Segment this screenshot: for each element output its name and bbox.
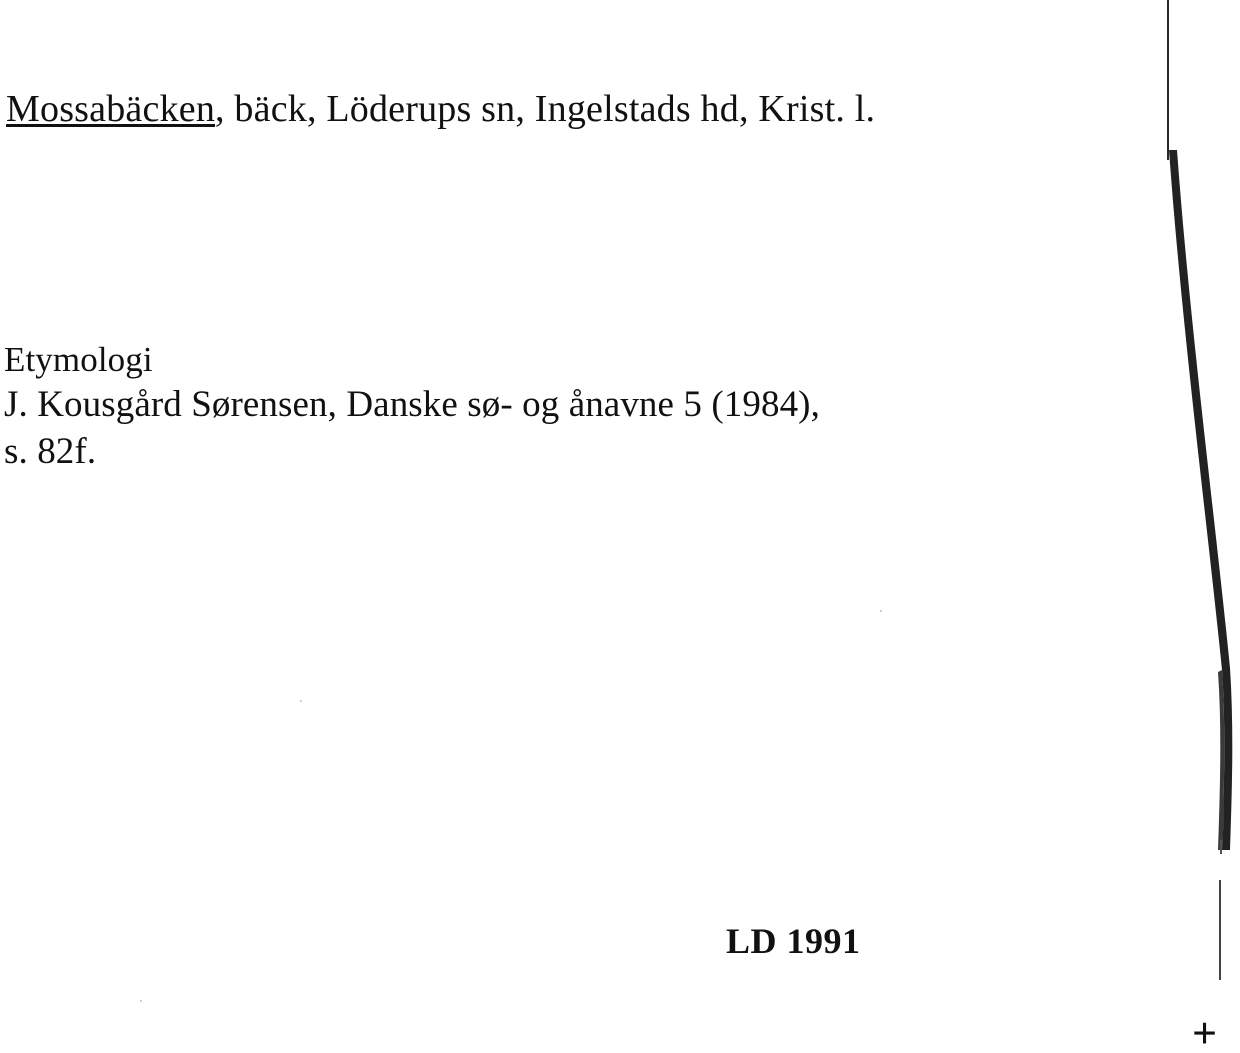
- headword-qualifiers: , bäck, Löderups sn, Ingelstads hd, Krist. l.: [215, 88, 876, 130]
- page-edge-tick-icon: [1219, 880, 1221, 980]
- archive-stamp: LD 1991: [726, 921, 861, 961]
- page-edge-curve-icon: [1160, 150, 1240, 850]
- etymology-section: [4, 338, 820, 476]
- headword-entry: [6, 88, 875, 132]
- etymology-reference-line-1: J. Kousgård Sørensen, Danske sø- og ånavne 5 (1984),: [4, 384, 820, 426]
- scan-speck: [880, 610, 882, 612]
- registration-cross-icon: +: [1192, 1009, 1218, 1053]
- headword-term: Mossabäcken: [6, 88, 216, 130]
- page-edge-tick-icon: [1222, 800, 1224, 830]
- etymology-reference-line-2: s. 82f.: [4, 431, 97, 473]
- page-edge-tick-icon: [1220, 840, 1222, 854]
- page-edge-line-icon: [1167, 0, 1169, 160]
- etymology-heading: Etymologi: [4, 340, 153, 379]
- scan-speck: [140, 1000, 142, 1002]
- scan-speck: [300, 700, 302, 702]
